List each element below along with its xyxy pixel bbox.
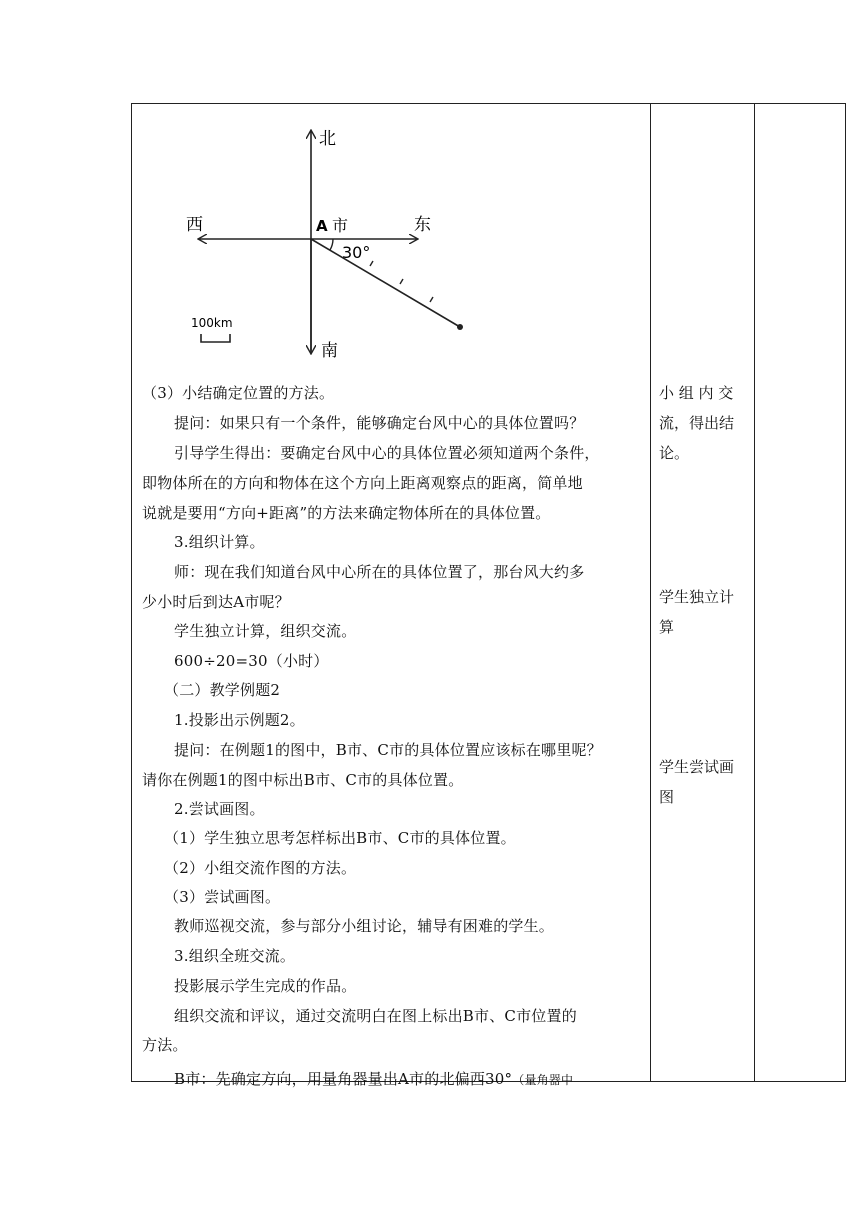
text-line-main: B市：先确定方向，用量角器量出A市的北偏西30°	[174, 1070, 513, 1088]
direction-ray	[311, 239, 460, 327]
text-line: 师：现在我们知道台风中心所在的具体位置了，那台风大约多	[174, 563, 585, 581]
text-line: 3.组织全班交流。	[174, 947, 296, 965]
text-line: 学生独立计算，组织交流。	[174, 622, 357, 640]
side-note-line: 学生尝试画	[659, 758, 735, 776]
text-line: （3）小结确定位置的方法。	[142, 384, 335, 402]
lesson-table	[131, 103, 846, 1088]
west-label: 西	[186, 215, 203, 235]
text-line: 教师巡视交流，参与部分小组讨论，辅导有困难的学生。	[174, 917, 555, 935]
angle-label: 30°	[342, 243, 371, 262]
side-note-line: 学生独立计	[659, 588, 735, 606]
text-line: 请你在例题1的图中标出B市、C市的具体位置。	[142, 771, 464, 789]
text-line: 600÷20=30（小时）	[174, 652, 329, 670]
text-line: 即物体所在的方向和物体在这个方向上距离观察点的距离，简单地	[142, 474, 583, 492]
text-line: （二）教学例题2	[164, 681, 281, 699]
side-note-line: 算	[659, 618, 675, 636]
side-note-line: 小 组 内 交	[659, 384, 734, 402]
text-line	[174, 1069, 650, 1090]
student-activity-column	[651, 104, 755, 1081]
text-line: 提问：在例题1的图中，B市、C市的具体位置应该标在哪里呢？	[174, 741, 602, 759]
scale-bar	[201, 334, 230, 342]
text-line: 少小时后到达A市呢？	[142, 593, 290, 611]
direction-diagram	[132, 104, 650, 374]
south-label: 南	[321, 341, 338, 361]
side-note-line: 图	[659, 788, 675, 806]
east-label: 东	[414, 215, 431, 235]
side-note-line: 论。	[659, 444, 690, 462]
text-line: （3）尝试画图。	[164, 888, 281, 906]
text-line: 1.投影出示例题2。	[174, 711, 305, 729]
scale-label: 100km	[191, 316, 233, 330]
side-note-line: 流，得出结	[659, 414, 735, 432]
side-note	[659, 378, 751, 468]
side-note	[659, 752, 751, 812]
typhoon-center-point	[457, 324, 463, 330]
text-line: 组织交流和评议，通过交流明白在图上标出B市、C市位置的	[174, 1007, 577, 1025]
text-line: 投影展示学生完成的作品。	[174, 977, 357, 995]
north-label: 北	[319, 129, 336, 149]
text-line: 2.尝试画图。	[174, 800, 265, 818]
angle-arc	[330, 239, 333, 250]
side-note	[659, 582, 751, 642]
text-line: 3.组织计算。	[174, 533, 265, 551]
text-line: 方法。	[142, 1036, 188, 1054]
text-line: 说就是要用“方向+距离”的方法来确定物体所在的具体位置。	[142, 504, 551, 522]
teaching-process-column	[132, 104, 650, 1088]
text-line: 引导学生得出：要确定台风中心的具体位置必须知道两个条件，	[174, 444, 600, 462]
city-a-letter: A	[316, 217, 328, 235]
text-line: 提问：如果只有一个条件，能够确定台风中心的具体位置吗？	[174, 414, 585, 432]
city-a-char: 市	[332, 216, 349, 235]
text-line-small: （量角器中	[512, 1073, 574, 1087]
text-line: （1）学生独立思考怎样标出B市、C市的具体位置。	[164, 829, 516, 847]
text-line: （2）小组交流作图的方法。	[164, 859, 357, 877]
